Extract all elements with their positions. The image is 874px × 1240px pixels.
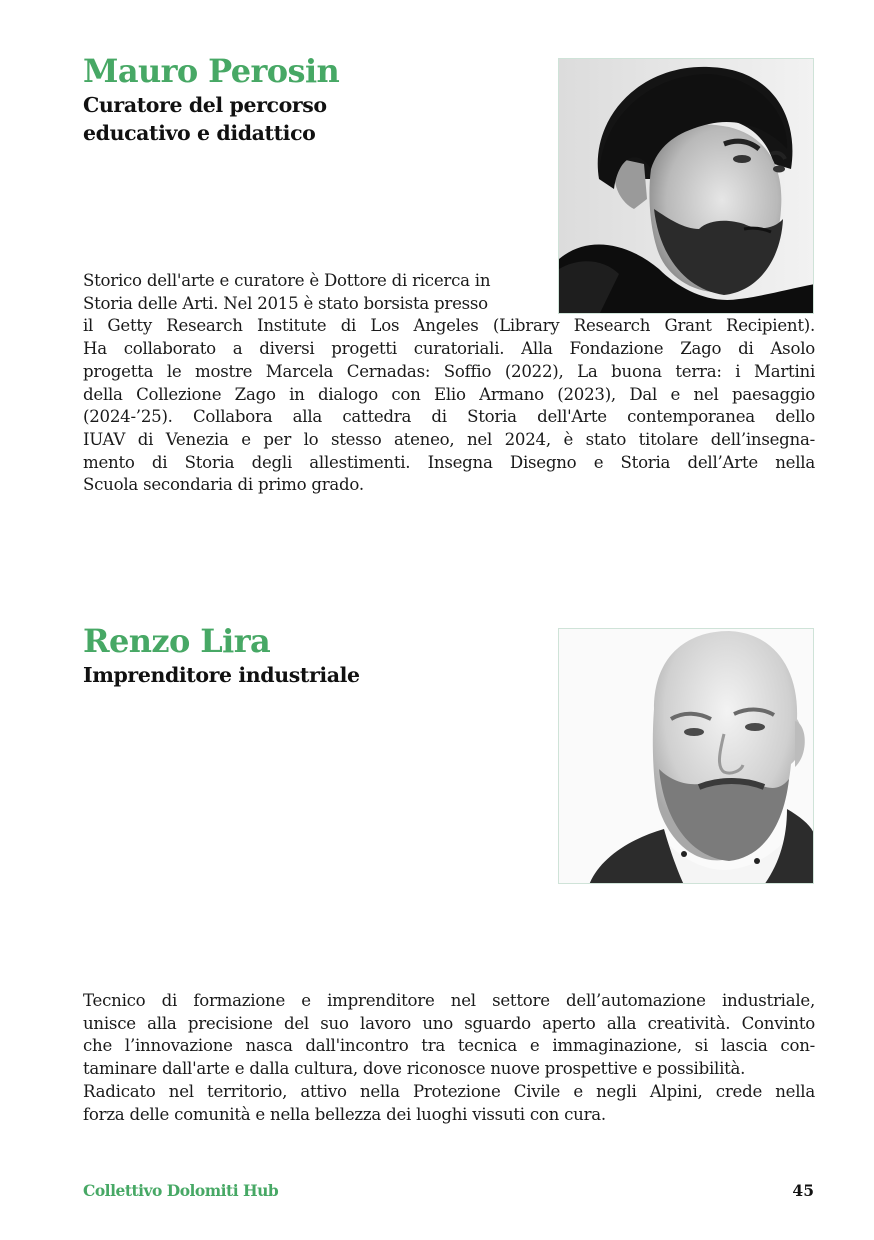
page-number: 45 — [792, 1181, 814, 1200]
bio-line: Radicato nel territorio, attivo nella Protezione Civile e negli Alpini, crede nella — [83, 1081, 815, 1101]
bio-line: taminare dall'arte e dalla cultura, dove riconosce nuove prospettive e possibilità. — [83, 1059, 746, 1079]
person-name: Mauro Perosin — [83, 52, 340, 90]
bio-line: mento di Storia degli allestimenti. Insegna Disegno e Storia dell’Arte nella — [83, 452, 815, 472]
bio-line: Ha collaborato a diversi progetti curatoriali. Alla Fondazione Zago di Asolo — [83, 339, 815, 359]
person-role — [83, 661, 360, 689]
person-role-line: Imprenditore industriale — [83, 663, 360, 687]
bio-line: IUAV di Venezia e per lo stesso ateneo, nel 2024, è stato titolare dell’insegna- — [83, 429, 815, 449]
bio-line: Scuola secondaria di primo grado. — [83, 475, 364, 495]
bio-line: forza delle comunità e nella bellezza dei luoghi vissuti con cura. — [83, 1104, 606, 1124]
footer-publication-name: Collettivo Dolomiti Hub — [83, 1181, 279, 1200]
person-name: Renzo Lira — [83, 622, 271, 660]
bio-line: che l’innovazione nasca dall'incontro tra tecnica e immaginazione, si lascia con- — [83, 1036, 815, 1056]
person-role-line: educativo e didattico — [83, 121, 316, 145]
portrait-image-icon — [559, 629, 814, 884]
bio-line: Tecnico di formazione e imprenditore nel settore dell’automazione industriale, — [83, 991, 815, 1010]
portrait-photo — [558, 628, 814, 884]
bio-line: il Getty Research Institute di Los Angeles (Library Research Grant Recipient). — [83, 316, 815, 336]
bio-line: Storico dell'arte e curatore è Dottore di ricerca in — [83, 271, 491, 290]
person-role-line: Curatore del percorso — [83, 93, 327, 117]
bio-line: della Collezione Zago in dialogo con Elio Armano (2023), Dal e nel paesaggio — [83, 384, 815, 404]
person-bio — [83, 990, 815, 1126]
bio-line: Storia delle Arti. Nel 2015 è stato borsista presso — [83, 293, 488, 313]
bio-line: unisce alla precisione del suo lavoro uno sguardo aperto alla creatività. Convinto — [83, 1013, 815, 1033]
person-bio — [83, 270, 815, 497]
bio-line: progetta le mostre Marcela Cernadas: Soffio (2022), La buona terra: i Martini — [83, 361, 815, 381]
bio-line: (2024-’25). Collabora alla cattedra di Storia dell'Arte contemporanea dello — [83, 407, 815, 427]
person-role — [83, 91, 327, 147]
